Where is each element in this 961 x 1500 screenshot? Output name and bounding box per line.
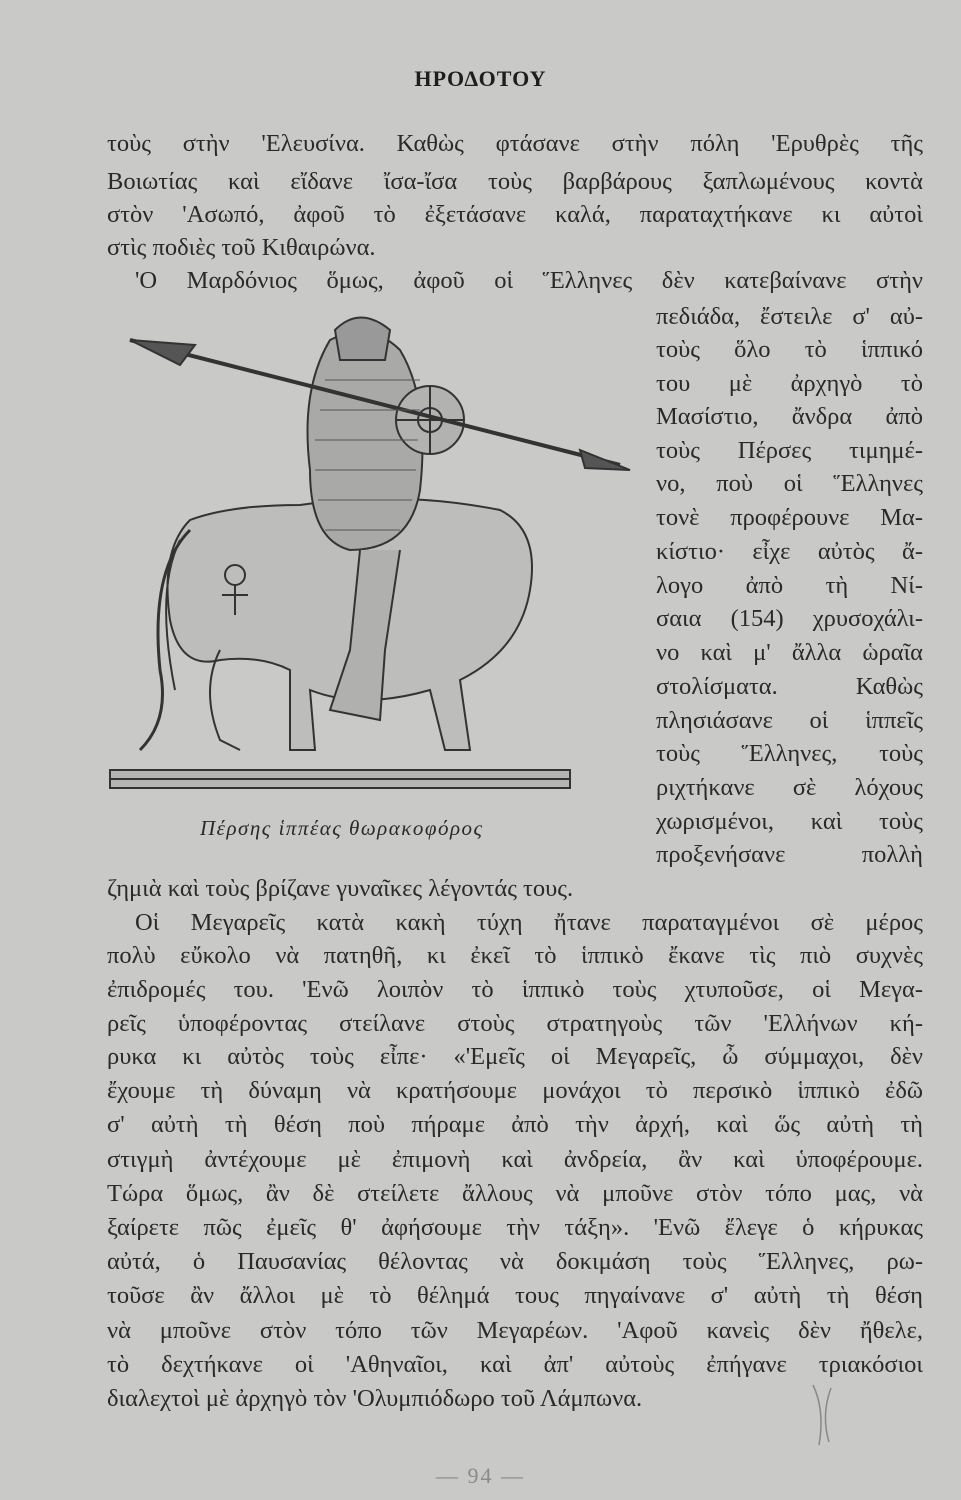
- column-line: πεδιάδα, ἔστειλε σ' αὐ-: [656, 303, 923, 330]
- column-line: πλησιάσανε οἱ ἱππεῖς: [656, 707, 923, 734]
- column-line: σαια (154) χρυσοχάλι-: [656, 605, 923, 632]
- column-line: νο καὶ μ' ἄλλα ὡραῖα: [656, 639, 923, 666]
- column-line: λογο ἀπὸ τὴ Νί-: [656, 572, 923, 599]
- text-line: ρεῖς ὑποφέροντας στείλανε στοὺς στρατηγοὺς τῶν 'Ελλήνων κή-: [107, 1010, 923, 1037]
- text-line: Τώρα ὅμως, ἂν δὲ στείλετε ἄλλους νὰ μποῦνε στὸν τόπο μας, νὰ: [107, 1180, 923, 1207]
- text-line: τὸ δεχτήκανε οἱ 'Αθηναῖοι, καὶ ἀπ' αὐτοὺς ἐπήγανε τριακόσιοι: [107, 1351, 923, 1378]
- persian-horseman-illustration: [100, 290, 640, 810]
- text-line: διαλεχτοὶ μὲ ἀρχηγὸ τὸν 'Ολυμπιόδωρο τοῦ Λάμπωνα.: [107, 1385, 643, 1412]
- text-line: ζημιὰ καὶ τοὺς βρίζανε γυναῖκες λέγοντάς τους.: [107, 875, 574, 902]
- column-line: τοὺς ὅλο τὸ ἱππικό: [656, 336, 923, 363]
- running-head: ΗΡΟΔΟΤΟΥ: [414, 66, 547, 91]
- pencil-mark: [805, 1380, 845, 1450]
- text-line: ἔχουμε τὴ δύναμη νὰ κρατήσουμε μονάχοι τὸ περσικὸ ἱππικὸ ἐδῶ: [107, 1077, 923, 1104]
- page-number: — 94 —: [436, 1463, 525, 1488]
- column-line: τονὲ προφέρουνε Μα-: [656, 504, 923, 531]
- text-line: στὶς ποδιὲς τοῦ Κιθαιρώνα.: [107, 234, 376, 261]
- text-line: 'Ο Μαρδόνιος ὅμως, ἀφοῦ οἱ Ἕλληνες δὲν κατεβαίνανε στὴν: [135, 267, 923, 294]
- text-line: πολὺ εὔκολο νὰ πατηθῆ, κι ἐκεῖ τὸ ἱππικὸ ἔκανε τὶς πιὸ συχνὲς: [107, 942, 923, 969]
- column-line: τοὺς Πέρσες τιμημέ-: [656, 437, 923, 464]
- text-line: στὸν 'Ασωπό, ἀφοῦ τὸ ἐξετάσανε καλά, παραταχτήκανε κι αὐτοὶ: [107, 201, 923, 228]
- column-line: χωρισμένοι, καὶ τοὺς: [656, 808, 923, 835]
- column-line: κίστιο· εἶχε αὐτὸς ἄ-: [656, 538, 923, 565]
- text-line: στιγμὴ ἀντέχουμε μὲ ἐπιμονὴ καὶ ἀνδρεία, ἂν καὶ ὑποφέρουμε.: [107, 1146, 923, 1173]
- text-line: ρυκα κι αὐτὸς τοὺς εἶπε· «'Εμεῖς οἱ Μεγαρεῖς, ὦ σύμμαχοι, δὲν: [107, 1043, 923, 1070]
- text-line: τοὺς στὴν 'Ελευσίνα. Καθὼς φτάσανε στὴν πόλη 'Ερυθρὲς τῆς: [107, 130, 923, 157]
- column-line: Μασίστιο, ἄνδρα ἀπὸ: [656, 403, 923, 430]
- column-line: στολίσματα. Καθὼς: [656, 673, 923, 700]
- column-line: νο, ποὺ οἱ Ἕλληνες: [656, 470, 923, 497]
- text-line: αὐτά, ὁ Παυσανίας θέλοντας νὰ δοκιμάση τοὺς Ἕλληνες, ρω-: [107, 1248, 923, 1275]
- figure-caption: Πέρσης ἱππέας θωρακοφόρος: [200, 816, 484, 840]
- text-line: Οἱ Μεγαρεῖς κατὰ κακὴ τύχη ἤτανε παραταγμένοι σὲ μέρος: [135, 909, 923, 936]
- column-line: ριχτήκανε σὲ λόχους: [656, 774, 923, 801]
- column-line: προξενήσανε πολλὴ: [656, 841, 923, 868]
- column-line: τοὺς Ἕλληνες, τοὺς: [656, 740, 923, 767]
- text-line: ξαίρετε πῶς ἐμεῖς θ' ἀφήσουμε τὴν τάξη». 'Ενῶ ἔλεγε ὁ κήρυκας: [107, 1214, 923, 1241]
- text-line: Βοιωτίας καὶ εἴδανε ἴσα-ἴσα τοὺς βαρβάρους ξαπλωμένους κοντὰ: [107, 168, 923, 195]
- text-line: σ' αὐτὴ τὴ θέση ποὺ πήραμε ἀπὸ τὴν ἀρχή, καὶ ὥς αὐτὴ τὴ: [107, 1111, 923, 1138]
- text-line: ἐπιδρομές του. 'Ενῶ λοιπὸν τὸ ἱππικὸ τοὺς χτυποῦσε, οἱ Μεγα-: [107, 976, 923, 1003]
- text-line: νὰ μποῦνε στὸν τόπο τῶν Μεγαρέων. 'Αφοῦ κανεὶς δὲν ἤθελε,: [107, 1317, 923, 1344]
- column-line: του μὲ ἀρχηγὸ τὸ: [656, 370, 923, 397]
- text-line: τοῦσε ἂν ἄλλοι μὲ τὸ θέλημά τους πηγαίνανε σ' αὐτὴ τὴ θέση: [107, 1282, 923, 1309]
